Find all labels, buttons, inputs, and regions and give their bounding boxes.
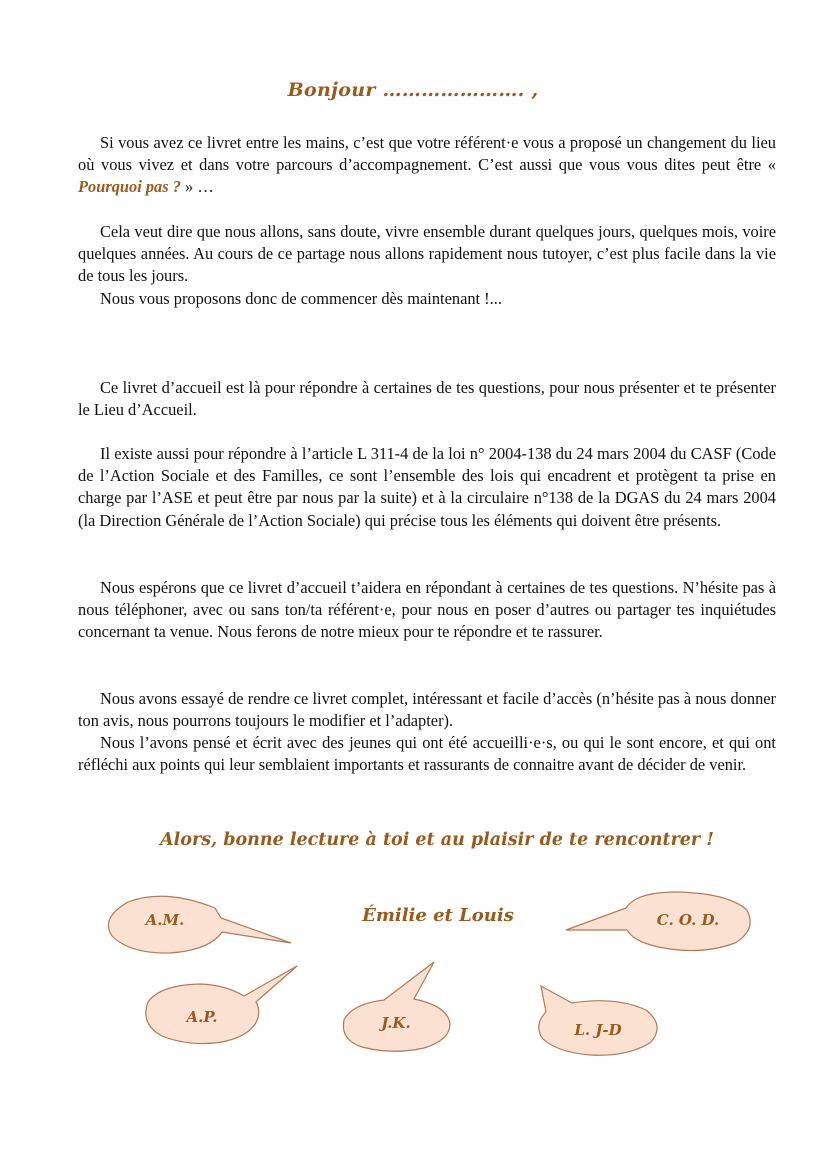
paragraph-commencer: Nous vous proposons donc de commencer dès maintenant !... xyxy=(100,289,502,308)
intro-text: Si vous avez ce livret entre les mains, c’est que votre référent·e vous a proposé un changement du lieu où vous vivez et dans votre parcours d’accompagnement. C’est aussi que vous vous dites peut être « xyxy=(78,133,776,175)
bubble-am-shape xyxy=(108,896,291,953)
closing-line: Alors, bonne lecture à toi et au plaisir de te rencontrer ! xyxy=(160,830,714,850)
paragraph-loi: Il existe aussi pour répondre à l’article L 311-4 de la loi n° 2004-138 du 24 mars 2004 du CASF (Code de l’Action Sociale et des Familles, ce sont l’ensemble des lois qui encadrent et protègent ta prise en charge par l’ASE et peut être par nous par la suite) et à la circulaire n°138 de la DGAS du 24 mars 2004 (la Direction Générale de l’Action Sociale) qui précise tous les éléments qui doivent être présents. xyxy=(78,444,776,530)
bubble-cod xyxy=(566,892,750,951)
bubble-ljd xyxy=(539,986,657,1055)
bubble-am xyxy=(108,896,291,953)
paragraph-complet: Nous avons essayé de rendre ce livret complet, intéressant et facile d’accès (n’hésite pas à nous donner ton avis, nous pourrons toujours le modifier et l’adapter). xyxy=(78,689,776,731)
bubble-am-label: A.M. xyxy=(145,911,185,929)
intro-text-end: » … xyxy=(180,177,214,197)
paragraph-tutoyer: Cela veut dire que nous allons, sans doute, vivre ensemble durant quelques jours, quelques mois, voire quelques années. Au cours de ce partage nous allons rapidement nous tutoyer, c’est plus facile dans la vie de tous les jours. xyxy=(78,222,776,286)
signature-names: Émilie et Louis xyxy=(362,905,514,926)
bubble-jk-shape xyxy=(343,962,450,1051)
bubble-ap-label: A.P. xyxy=(186,1008,218,1026)
paragraph-livret: Ce livret d’accueil est là pour répondre à certaines de tes questions, pour nous présenter et te présenter le Lieu d’Accueil. xyxy=(78,378,776,420)
bubble-cod-label: C. O. D. xyxy=(656,911,720,929)
pourquoi-pas-highlight: Pourquoi pas ? xyxy=(78,177,181,197)
paragraph-jeunes: Nous l’avons pensé et écrit avec des jeunes qui ont été accueilli·e·s, ou qui le sont encore, et qui ont réfléchi aux points qui leur semblaient importants et rassurants de connaitre avant de décider de venir. xyxy=(78,733,776,775)
bubble-ap-shape xyxy=(146,966,297,1044)
greeting-title: Bonjour …………………. , xyxy=(287,79,539,101)
paragraph-questions: Nous espérons que ce livret d’accueil t’aidera en répondant à certaines de tes questions. N’hésite pas à nous téléphoner, avec ou sans ton/ta référent·e, pour nous en poser d’autres ou partager tes inquiétudes concernant ta venue. Nous ferons de notre mieux pour te répondre et te rassurer. xyxy=(78,578,776,642)
bubble-ap xyxy=(146,966,297,1044)
bubble-ljd-label: L. J-D xyxy=(574,1021,622,1039)
bubble-jk xyxy=(343,962,450,1051)
bubble-jk-label: J.K. xyxy=(381,1014,411,1032)
